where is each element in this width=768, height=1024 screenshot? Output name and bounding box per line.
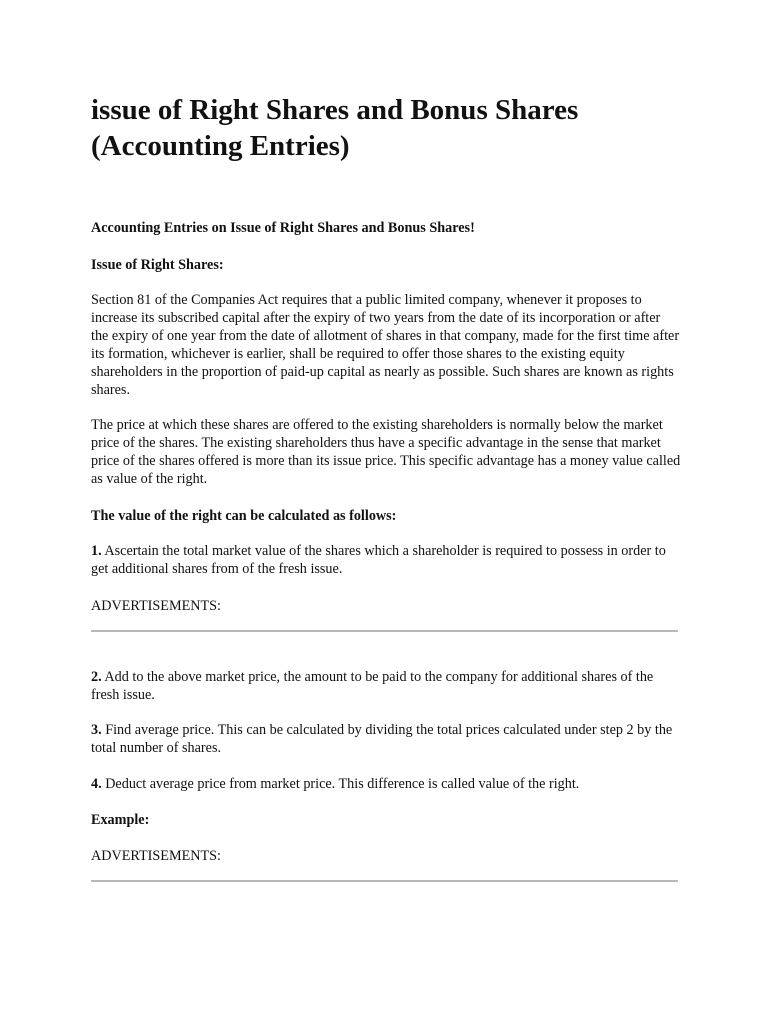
step-text: Add to the above market price, the amount to be paid to the company for additional shares of the fresh issue. [91, 669, 654, 703]
step-item [91, 775, 681, 793]
step-number: 2. [91, 669, 102, 685]
step-text: Find average price. This can be calculated by dividing the total prices calculated under step 2 by the total number of shares. [91, 722, 673, 756]
step-number: 1. [91, 543, 102, 559]
example-heading: Example: [91, 812, 150, 828]
calculation-heading: The value of the right can be calculated as follows: [91, 508, 397, 524]
step-number: 4. [91, 776, 102, 792]
advertisement-divider [91, 880, 678, 882]
intro-heading: Accounting Entries on Issue of Right Shares and Bonus Shares! [91, 220, 475, 236]
section-heading-right-shares: Issue of Right Shares: [91, 257, 224, 273]
step-text: Deduct average price from market price. This difference is called value of the right. [101, 776, 580, 792]
step-item [91, 542, 681, 578]
page-title: issue of Right Shares and Bonus Shares (Accounting Entries) [91, 94, 579, 162]
advertisement-divider [91, 630, 678, 632]
step-number: 3. [91, 722, 102, 738]
advertisements-label: ADVERTISEMENTS: [91, 598, 221, 614]
paragraph-section-81: Section 81 of the Companies Act requires that a public limited company, whenever it proposes to increase its subscribed capital after the expiry of two years from the date of its incorporation or after the expiry of one year from the date of allotment of shares in that company, made for the first time after its formation, whichever is earlier, shall be required to offer those shares to the existing equity shareholders in the proportion of paid-up capital as nearly as possible. Such shares are known as rights shares. [91, 292, 680, 398]
advertisements-label: ADVERTISEMENTS: [91, 848, 221, 864]
paragraph-price-offered: The price at which these shares are offered to the existing shareholders is normally below the market price of the shares. The existing shareholders thus have a specific advantage in the sense that market price of the shares offered is more than its issue price. This specific advantage has a money value called as value of the right. [91, 417, 681, 487]
step-text: Ascertain the total market value of the shares which a shareholder is required to possess in order to get additional shares from of the fresh issue. [91, 543, 666, 577]
step-item [91, 668, 681, 704]
step-item [91, 721, 681, 757]
